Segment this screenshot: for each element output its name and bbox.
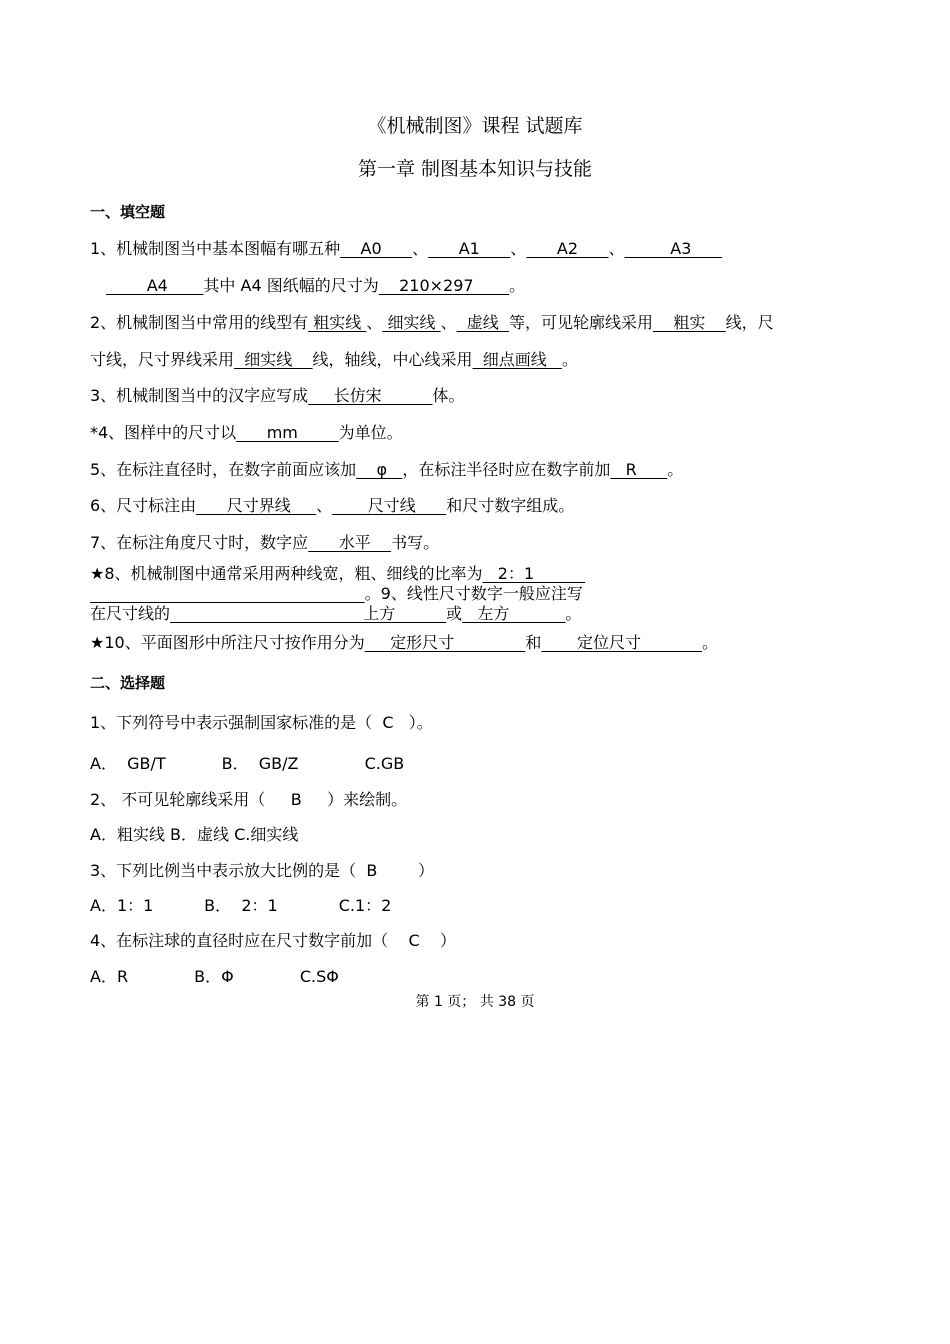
choice-options-4: A．R B．Φ C.SΦ [90,967,339,986]
answer-blank: R [610,460,668,479]
choice-section-heading: 二、选择题 [90,674,166,692]
answer-blank: 左方 [462,604,566,623]
answer-blank: 细实线 [234,350,313,369]
fill-question-2 [90,313,774,333]
answer-blank: A3 [624,239,722,258]
question-text: ★10、平面图形中所注尺寸按作用分为 [90,633,365,652]
separator: 、 [316,496,333,515]
question-text: 寸线，尺寸界线采用 [90,350,235,369]
question-text: ，在标注半径时应在数字前加 [402,460,611,479]
separator: 、 [412,239,429,258]
choice-options-2: A．粗实线 B．虚线 C.细实线 [90,825,299,844]
question-text: 或 [446,604,463,623]
question-text: *4、图样中的尺寸以 [90,423,237,442]
fill-section-heading: 一、填空题 [90,203,166,221]
question-text: 7、在标注角度尺寸时，数字应 [90,533,309,552]
separator: 、 [440,313,457,332]
question-text: 在尺寸线的 [90,604,171,623]
separator: 、 [366,313,383,332]
answer-blank: A1 [428,239,511,258]
question-text: 。 [702,633,719,652]
answer-blank: 尺寸界线 [196,496,317,515]
chapter-title: 第一章 制图基本知识与技能 [357,158,593,180]
separator: 、 [608,239,625,258]
answer-blank: 210×297 [378,276,510,295]
question-text: 等，可见轮廓线采用 [508,313,653,332]
answer-blank: A2 [526,239,609,258]
answer-blank: 水平 [308,533,392,552]
answer-blank: φ [356,460,403,479]
page-title: 《机械制图》课程 试题库 [367,115,583,137]
answer-blank: 粗实 [652,313,726,332]
answer-blank: 尺寸线 [332,496,447,515]
choice-question-4: 4、在标注球的直径时应在尺寸数字前加（ C ） [90,931,457,950]
question-text: 为单位。 [338,423,403,442]
question-text: 2、机械制图当中常用的线型有 [90,313,309,332]
answer-blank: mm [236,423,339,442]
fill-question-7 [90,533,439,553]
fill-question-5 [90,460,683,480]
question-text: 。9、线性尺寸数字一般应注写 [364,584,583,603]
question-text: 。 [667,460,684,479]
question-text: 书写。 [391,533,440,552]
fill-question-9 [90,604,581,624]
question-text: 5、在标注直径时，在数字前面应该加 [90,460,357,479]
answer-blank: 2：1 [482,564,586,583]
answer-blank: A0 [340,239,413,258]
question-text: ★8、机械制图中通常采用两种线宽，粗、细线的比率为 [90,564,483,583]
question-text: 其中 A4 图纸幅的尺寸为 [203,276,379,295]
fill-question-10 [90,633,718,653]
question-text: 和尺寸数字组成。 [446,496,575,515]
answer-blank: 定形尺寸 [364,633,526,652]
question-text: 体。 [432,386,465,405]
choice-question-1: 1、下列符号中表示强制国家标准的是（ C ）。 [90,713,433,732]
question-text: 1、机械制图当中基本图幅有哪五种 [90,239,341,258]
question-text: 和 [525,633,542,652]
fill-question-3 [90,386,465,406]
answer-blank: 长仿宋 [308,386,433,405]
answer-blank: 定位尺寸 [541,633,703,652]
question-text: 6、尺寸标注由 [90,496,197,515]
page-footer: 第 1 页； 共 38 页 [415,994,535,1010]
question-text: 。 [509,276,526,295]
fill-question-4 [90,423,403,443]
fill-question-8 [90,564,585,584]
question-text: 线，尺 [725,313,774,332]
fill-question-6 [90,496,574,516]
answer-blank [90,584,365,603]
fill-question-8-continued [90,584,583,604]
separator: 、 [510,239,527,258]
fill-question-1 [90,239,722,259]
answer-blank: 虚线 [456,313,509,332]
answer-blank: 上方 [170,604,447,623]
choice-question-2: 2、 不可见轮廓线采用（ B ）来绘制。 [90,790,408,809]
fill-question-1-continued [106,276,525,296]
answer-blank: A4 [106,276,204,295]
answer-blank: 细点画线 [472,350,562,369]
question-text: 。 [562,350,579,369]
choice-options-1: A． GB/T B． GB/Z C.GB [90,754,405,773]
answer-blank: 细实线 [382,313,441,332]
choice-options-3: A．1：1 B． 2：1 C.1：2 [90,896,392,915]
question-text: 3、机械制图当中的汉字应写成 [90,386,309,405]
answer-blank: 粗实线 [308,313,367,332]
fill-question-2-continued [90,350,578,370]
question-text: 线，轴线，中心线采用 [312,350,473,369]
question-text: 。 [565,604,582,623]
choice-question-3: 3、下列比例当中表示放大比例的是（ B ） [90,861,435,880]
